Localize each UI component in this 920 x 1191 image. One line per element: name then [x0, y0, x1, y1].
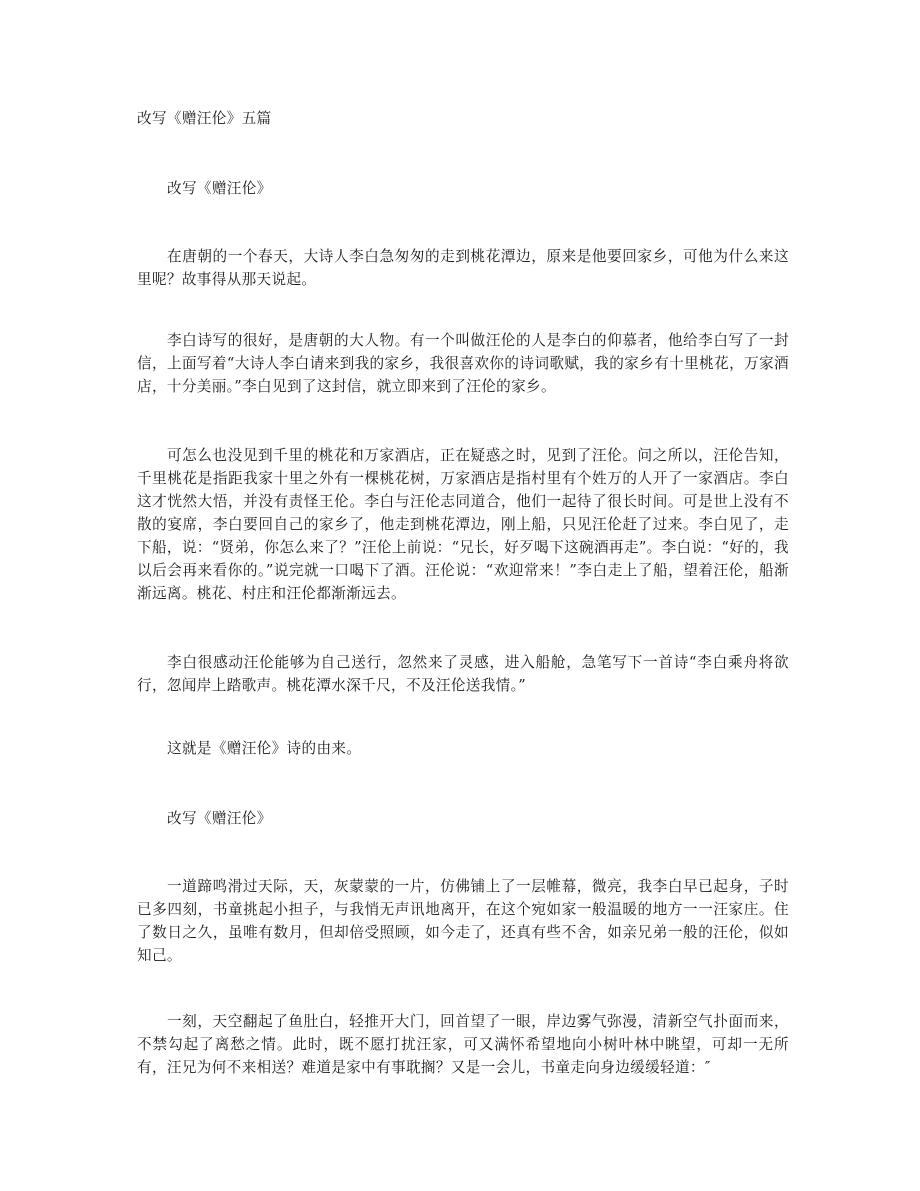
document-title: 改写《赠汪伦》五篇: [137, 110, 272, 127]
paragraph: 一道蹄鸣滑过天际，天，灰蒙蒙的一片，仿佛铺上了一层帷幕，微亮，我李白早已起身，子时已多四刻，书童挑起小担子，与我悄无声讯地离开，在这个宛如家一般温暖的地方一一汪家庄。住了数日之久，虽唯有数月，但却倍受照顾，如今走了，还真有些不舍，如亲兄弟一般的汪伦，似如知己。: [137, 878, 789, 964]
paragraph: 李白很感动汪伦能够为自己送行，忽然来了灵感，进入船舱，急笔写下一首诗“李白乘舟将欲行，忽闻岸上踏歌声。桃花潭水深千尺，不及汪伦送我情。”: [137, 654, 789, 694]
paragraph: 李白诗写的很好，是唐朝的大人物。有一个叫做汪伦的人是李白的仰慕者，他给李白写了一封信，上面写着“大诗人李白请来到我的家乡，我很喜欢你的诗词歌赋，我的家乡有十里桃花，万家酒店，十分美丽。”李白见到了这封信，就立即来到了汪伦的家乡。: [137, 332, 789, 395]
paragraph: 可怎么也没见到千里的桃花和万家酒店，正在疑惑之时，见到了汪伦。问之所以，汪伦告知，千里桃花是指距我家十里之外有一棵桃花树，万家酒店是指村里有个姓万的人开了一家酒店。李白这才恍然大悟，并没有责怪王伦。李白与汪伦志同道合，他们一起待了很长时间。可是世上没有不散的宴席，李白要回自己的家乡了，他走到桃花潭边，刚上船，只见汪伦赶了过来。李白见了，走下船，说：“贤弟，你怎么来了？”汪伦上前说：“兄长，好歹喝下这碗酒再走”。李白说：“好的，我以后会再来看你的。”说完就一口喝下了酒。汪伦说：“欢迎常来！”李白走上了船，望着汪伦，船渐渐远离。桃花、村庄和汪伦都渐渐远去。: [137, 447, 789, 602]
paragraph: 一刻，天空翻起了鱼肚白，轻推开大门，回首望了一眼，岸边雾气弥漫，清新空气扑面而来，不禁勾起了离愁之情。此时，既不愿打扰汪家，可又满怀希望地向小树叶林中眺望，可却一无所有，汪兄为何不来相送？难道是家中有事耽搁？又是一会儿，书童走向身边缓缓轻道：″: [137, 1013, 789, 1076]
section-heading: 改写《赠汪伦》: [167, 810, 272, 827]
section-heading: 改写《赠汪伦》: [167, 180, 272, 197]
paragraph: 这就是《赠汪伦》诗的由来。: [167, 740, 362, 757]
paragraph: 在唐朝的一个春天，大诗人李白急匆匆的走到桃花潭边，原来是他要回家乡，可他为什么来这里呢？故事得从那天说起。: [137, 248, 789, 288]
